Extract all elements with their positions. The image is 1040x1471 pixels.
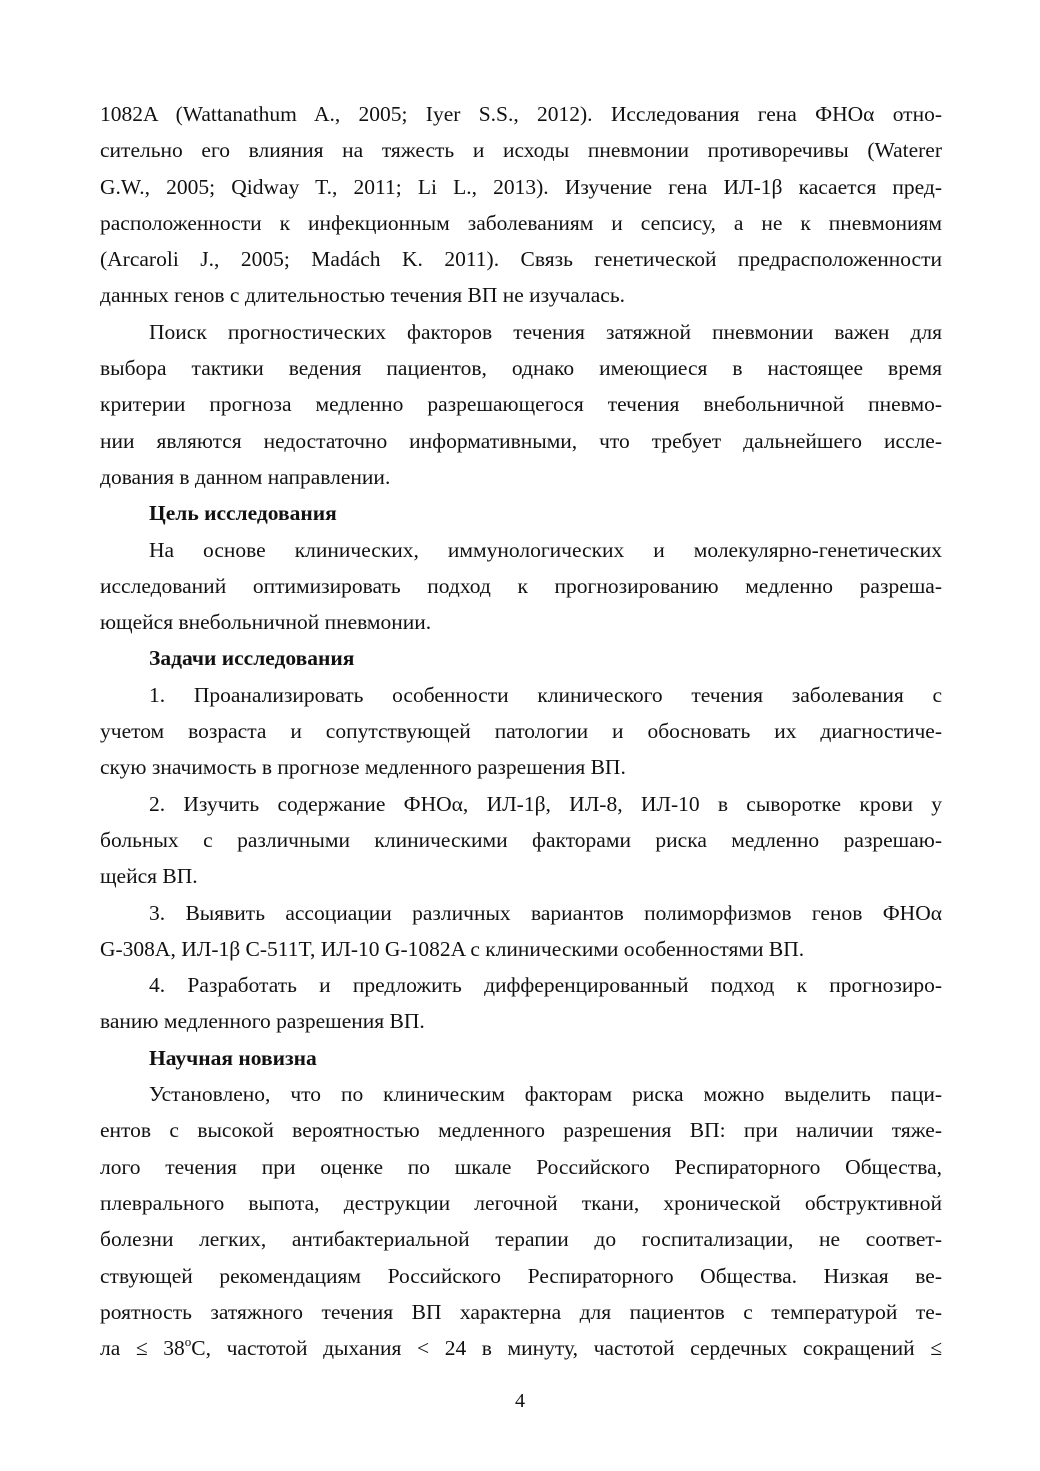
text-line: дования в данном направлении.	[100, 464, 391, 489]
paragraph-prognostic-factors	[100, 314, 942, 495]
text-line: данных генов с длительностью течения ВП не изучалась.	[100, 283, 625, 308]
text-line: G.W., 2005; Qidway T., 2011; Li L., 2013). Изучение гена ИЛ-1β касается пред-	[100, 174, 942, 199]
document-page	[100, 96, 942, 1366]
text-line: ентов с высокой вероятностью медленного разрешения ВП: при наличии тяже-	[100, 1118, 942, 1143]
heading-research-tasks: Задачи исследования	[149, 646, 355, 671]
text-line: На основе клинических, иммунологических и молекулярно-генетических	[149, 537, 942, 562]
text-line: критерии прогноза медленно разрешающегося течения внебольничной пневмо-	[100, 392, 942, 417]
text-line: 4. Разработать и предложить дифференцированный подход к прогнозиро-	[149, 973, 942, 998]
text-line: Поиск прогностических факторов течения затяжной пневмонии важен для	[149, 319, 942, 344]
text-line: G-308A, ИЛ-1β C-511T, ИЛ-10 G-1082A с клиническими особенностями ВП.	[100, 936, 805, 961]
text-line: (Arcaroli J., 2005; Madách K. 2011). Связь генетической предрасположенности	[100, 247, 942, 272]
text-line: болезни легких, антибактериальной терапии до госпитализации, не соответ-	[100, 1227, 942, 1252]
degree-superscript: о	[184, 1334, 192, 1350]
text-line: плеврального выпота, деструкции легочной ткани, хронической обструктивной	[100, 1190, 942, 1215]
text-fragment: ла ≤ 38	[100, 1336, 185, 1361]
text-line: расположенности к инфекционным заболеваниям и сепсису, а не к пневмониям	[100, 210, 942, 235]
text-line: 3. Выявить ассоциации различных вариантов полиморфизмов генов ФНОα	[149, 900, 942, 925]
paragraph-research-goal	[100, 532, 942, 641]
heading-research-goal: Цель исследования	[149, 501, 337, 526]
text-line: учетом возраста и сопутствующей патологии и обосновать их диагностиче-	[100, 719, 942, 744]
text-line: больных с различными клиническими факторами риска медленно разрешаю-	[100, 827, 942, 852]
paragraph-scientific-novelty	[100, 1076, 942, 1366]
task-item-4	[100, 967, 942, 1040]
text-line: исследований оптимизировать подход к прогнозированию медленно разреша-	[100, 573, 942, 598]
task-item-2	[100, 786, 942, 895]
text-line: ющейся внебольничной пневмонии.	[100, 610, 432, 635]
text-line: 1. Проанализировать особенности клинического течения заболевания с	[149, 682, 942, 707]
page-number: 4	[515, 1390, 525, 1412]
text-line: лого течения при оценке по шкале Российского Респираторного Общества,	[100, 1154, 942, 1179]
text-fragment: С, частотой дыхания < 24 в минуту, частотой сердечных сокращений ≤	[191, 1336, 943, 1361]
task-item-1	[100, 677, 942, 786]
text-line: роятность затяжного течения ВП характерна для пациентов с температурой те-	[100, 1299, 942, 1324]
text-line: Установлено, что по клиническим факторам риска можно выделить паци-	[149, 1082, 942, 1107]
text-line: выбора тактики ведения пациентов, однако имеющиеся в настоящее время	[100, 356, 942, 381]
text-line: щейся ВП.	[100, 864, 198, 889]
text-line: сительно его влияния на тяжесть и исходы пневмонии противоречивы (Waterer	[100, 138, 942, 163]
text-line: скую значимость в прогнозе медленного разрешения ВП.	[100, 755, 626, 780]
text-line: 2. Изучить содержание ФНОα, ИЛ-1β, ИЛ-8, ИЛ-10 в сыворотке крови у	[149, 791, 942, 816]
text-line: 1082A (Wattanathum A., 2005; Iyer S.S., 2012). Исследования гена ФНОα отно-	[100, 102, 942, 126]
task-item-3	[100, 895, 942, 968]
text-line: ванию медленного разрешения ВП.	[100, 1009, 425, 1034]
text-line: ствующей рекомендациям Российского Респираторного Общества. Низкая ве-	[100, 1263, 942, 1288]
paragraph-references-genes	[100, 96, 942, 314]
text-line-last	[100, 1330, 942, 1366]
heading-scientific-novelty: Научная новизна	[149, 1045, 317, 1070]
text-line: нии являются недостаточно информативными, что требует дальнейшего иссле-	[100, 428, 942, 453]
